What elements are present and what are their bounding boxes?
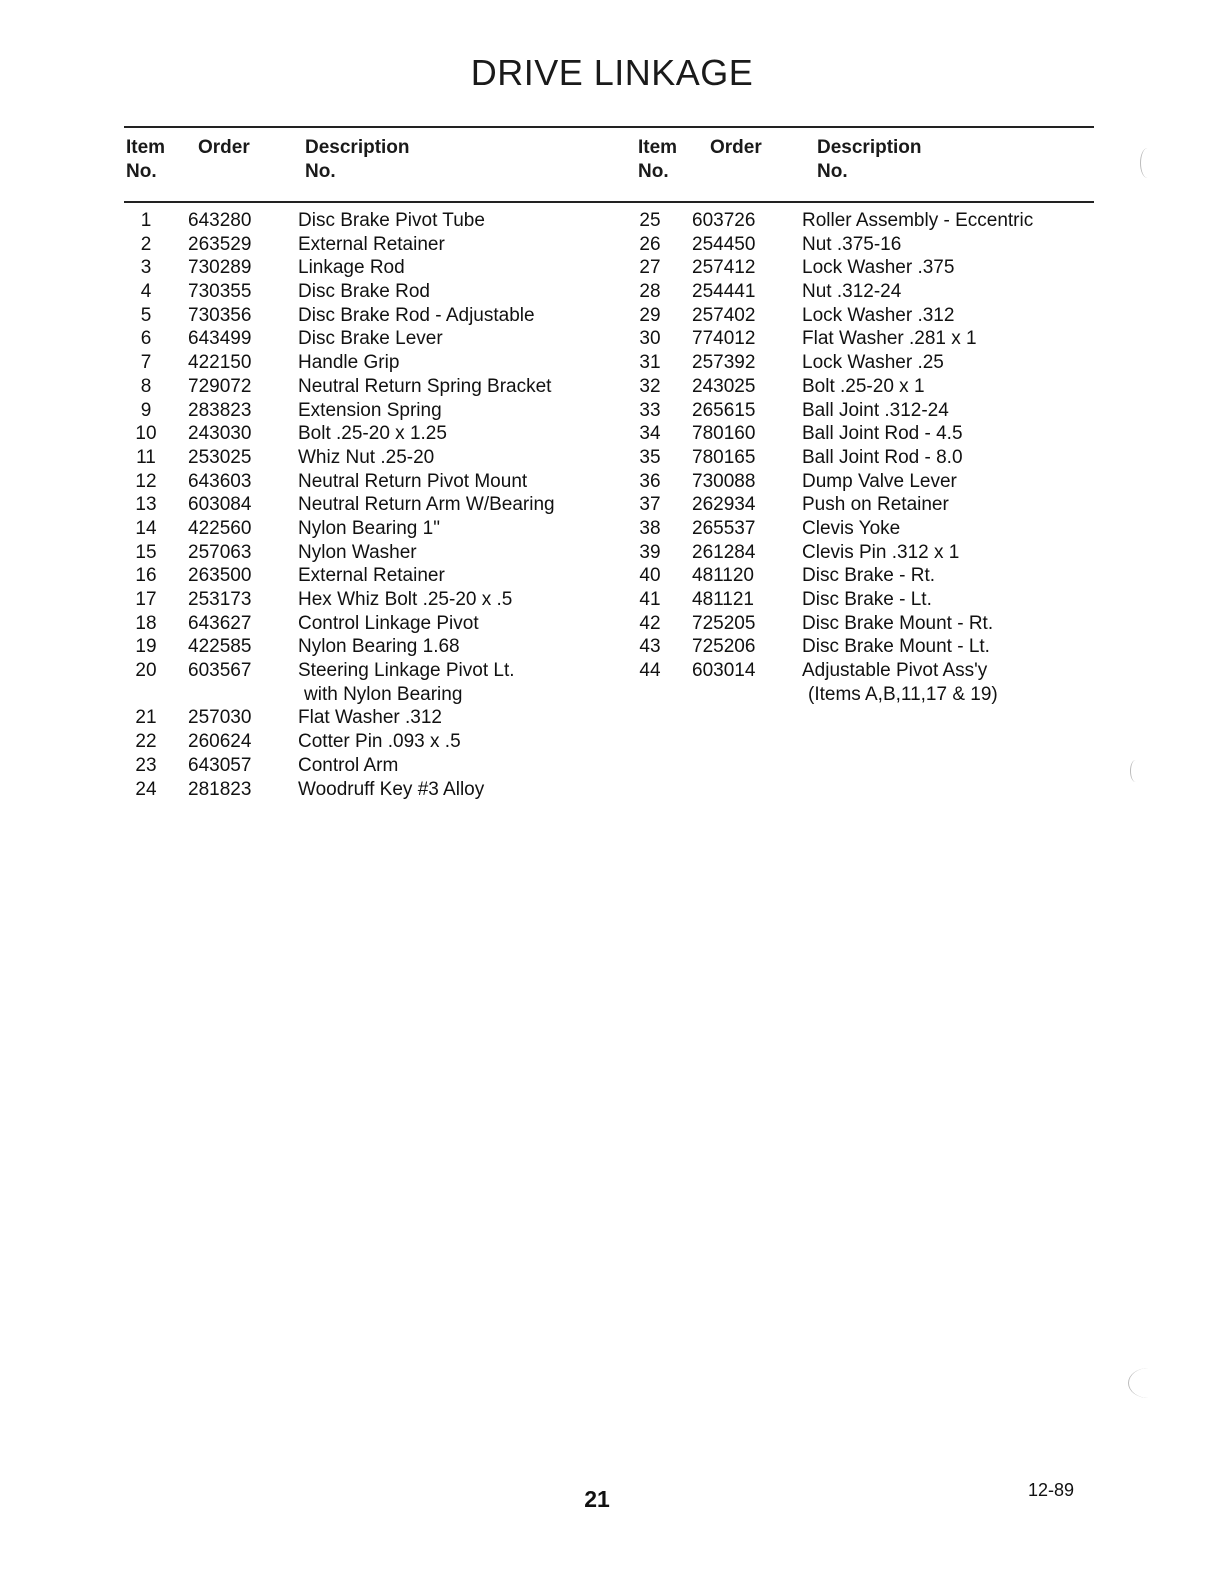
parts-row	[122, 304, 592, 328]
parts-row	[122, 564, 592, 588]
part-description: Nut .312-24	[802, 281, 902, 303]
part-description: Ball Joint .312-24	[802, 399, 949, 421]
parts-row	[122, 399, 592, 423]
header-order-label: Order	[198, 137, 250, 158]
item-number: 4	[140, 281, 152, 303]
order-number: 265537	[692, 517, 756, 539]
header-description-left	[305, 136, 410, 184]
order-number: 730356	[188, 304, 252, 326]
part-description: Lock Washer .375	[802, 257, 955, 279]
item-number: 18	[135, 612, 157, 634]
part-description: Neutral Return Pivot Mount	[298, 470, 528, 492]
order-number: 643603	[188, 470, 252, 492]
header-order-label: Order	[710, 137, 762, 158]
parts-row-continuation	[626, 683, 1096, 707]
header-no-label: No.	[126, 161, 157, 182]
header-no-label: No.	[638, 161, 669, 182]
order-number: 260624	[188, 731, 252, 753]
revision-date: 12-89	[1028, 1480, 1075, 1500]
parts-row	[122, 233, 592, 257]
header-description-no-label: No.	[305, 161, 336, 182]
parts-row	[122, 778, 592, 802]
header-order-left	[198, 136, 250, 160]
item-number: 13	[135, 494, 157, 516]
item-number: 14	[135, 517, 157, 539]
part-description: Control Linkage Pivot	[298, 612, 479, 634]
parts-row	[122, 541, 592, 565]
parts-row	[626, 399, 1096, 423]
order-number: 780160	[692, 423, 756, 445]
parts-row	[122, 327, 592, 351]
order-number: 263529	[188, 233, 252, 255]
part-description: Cotter Pin .093 x .5	[298, 731, 461, 753]
order-number: 603567	[188, 660, 252, 682]
parts-row	[626, 541, 1096, 565]
header-top-rule	[124, 126, 1094, 128]
parts-row	[626, 635, 1096, 659]
part-description: Disc Brake - Rt.	[802, 565, 936, 587]
header-item-no-right	[638, 136, 677, 184]
parts-row	[122, 588, 592, 612]
part-description: Nylon Bearing 1"	[298, 517, 440, 539]
part-description: Lock Washer .312	[802, 304, 955, 326]
item-number: 15	[135, 541, 157, 563]
page-title: DRIVE LINKAGE	[470, 52, 754, 93]
item-number: 17	[135, 589, 157, 610]
part-description: Clevis Yoke	[802, 517, 901, 539]
order-number: 481121	[692, 589, 754, 610]
order-number: 422150	[188, 352, 252, 374]
order-number: 283823	[188, 399, 252, 421]
part-description: Whiz Nut .25-20	[298, 446, 435, 468]
parts-list-left	[122, 209, 592, 801]
item-number: 37	[639, 494, 661, 516]
page-number: 21	[584, 1486, 610, 1512]
part-description: Disc Brake Mount - Lt.	[802, 636, 990, 658]
order-number: 261284	[692, 541, 756, 563]
part-description: Adjustable Pivot Ass'y	[802, 660, 988, 682]
parts-row	[626, 209, 1096, 233]
order-number: 257392	[692, 352, 756, 374]
part-description: Disc Brake Lever	[298, 328, 443, 350]
part-description: Flat Washer .281 x 1	[802, 328, 977, 350]
parts-row	[626, 612, 1096, 636]
header-description-label: Description	[305, 137, 410, 158]
header-description-right	[817, 136, 922, 184]
part-description: Disc Brake Rod	[298, 281, 430, 303]
order-number: 254441	[692, 281, 756, 303]
order-number: 603726	[692, 210, 756, 231]
header-description-label: Description	[817, 137, 922, 158]
item-number: 5	[140, 304, 152, 326]
order-number: 254450	[692, 233, 756, 255]
item-number: 1	[140, 210, 152, 231]
order-number: 730355	[188, 281, 252, 303]
item-number: 11	[136, 446, 156, 468]
part-description: (Items A,B,11,17 & 19)	[808, 683, 998, 705]
part-description: External Retainer	[298, 565, 445, 587]
item-number: 40	[639, 565, 661, 587]
part-description: Clevis Pin .312 x 1	[802, 541, 960, 563]
item-number: 21	[135, 707, 157, 729]
header-item-label: Item	[126, 137, 166, 158]
order-number: 422585	[188, 636, 252, 658]
item-number: 12	[135, 470, 157, 492]
item-number: 10	[135, 423, 157, 445]
order-number: 263500	[188, 565, 252, 587]
parts-row	[626, 446, 1096, 470]
part-description: Flat Washer .312	[298, 707, 442, 729]
parts-row	[122, 635, 592, 659]
item-number: 38	[639, 517, 661, 539]
item-number: 19	[135, 636, 157, 658]
item-number: 7	[140, 352, 152, 374]
item-number: 23	[135, 754, 157, 776]
order-number: 603014	[692, 660, 756, 682]
parts-row	[122, 659, 592, 683]
part-description: External Retainer	[298, 233, 445, 255]
item-number: 22	[135, 731, 157, 753]
order-number: 603084	[188, 494, 252, 516]
parts-row	[122, 612, 592, 636]
order-number: 243030	[188, 423, 252, 445]
item-number: 42	[639, 612, 661, 634]
part-description: Lock Washer .25	[802, 352, 944, 374]
order-number: 774012	[692, 328, 756, 350]
part-description: Hex Whiz Bolt .25-20 x .5	[298, 589, 513, 610]
parts-row	[626, 375, 1096, 399]
part-description: Roller Assembly - Eccentric	[802, 210, 1034, 231]
order-number: 725206	[692, 636, 756, 658]
order-number: 780165	[692, 446, 756, 468]
item-number: 35	[639, 446, 661, 468]
part-description: Neutral Return Spring Bracket	[298, 375, 552, 397]
item-number: 20	[135, 660, 157, 682]
part-description: Ball Joint Rod - 8.0	[802, 446, 963, 468]
part-description: with Nylon Bearing	[304, 683, 463, 705]
parts-row	[626, 517, 1096, 541]
item-number: 30	[639, 328, 661, 350]
order-number: 643499	[188, 328, 252, 350]
parts-row	[122, 517, 592, 541]
parts-row	[626, 351, 1096, 375]
parts-row	[122, 730, 592, 754]
order-number: 257402	[692, 304, 756, 326]
parts-row	[626, 659, 1096, 683]
item-number: 2	[140, 233, 152, 255]
part-description: Bolt .25-20 x 1	[802, 375, 925, 397]
header-description-no-label: No.	[817, 161, 848, 182]
order-number: 481120	[692, 565, 754, 587]
item-number: 41	[639, 589, 661, 610]
scan-edge-mark	[1140, 148, 1155, 178]
parts-row	[626, 256, 1096, 280]
part-description: Steering Linkage Pivot Lt.	[298, 660, 515, 682]
item-number: 24	[135, 778, 157, 800]
header-order-right	[710, 136, 762, 160]
parts-row	[122, 422, 592, 446]
part-description: Control Arm	[298, 754, 399, 776]
part-description: Handle Grip	[298, 352, 400, 374]
scan-edge-mark	[1130, 760, 1141, 782]
part-description: Bolt .25-20 x 1.25	[298, 423, 447, 445]
parts-row	[122, 209, 592, 233]
part-description: Disc Brake - Lt.	[802, 589, 932, 610]
order-number: 281823	[188, 778, 252, 800]
parts-row	[626, 422, 1096, 446]
item-number: 32	[639, 375, 661, 397]
item-number: 29	[639, 304, 661, 326]
item-number: 43	[639, 636, 661, 658]
order-number: 643057	[188, 754, 252, 776]
item-number: 34	[639, 423, 661, 445]
parts-row	[626, 470, 1096, 494]
item-number: 44	[639, 660, 661, 682]
header-item-label: Item	[638, 137, 678, 158]
parts-row	[626, 233, 1096, 257]
header-item-no-left	[126, 136, 165, 184]
header-bottom-rule	[124, 201, 1094, 203]
part-description: Disc Brake Mount - Rt.	[802, 612, 994, 634]
part-description: Linkage Rod	[298, 257, 405, 279]
order-number: 729072	[188, 375, 252, 397]
parts-row	[122, 256, 592, 280]
order-number: 262934	[692, 494, 756, 516]
item-number: 9	[140, 399, 152, 421]
item-number: 3	[140, 257, 152, 279]
parts-row	[122, 351, 592, 375]
order-number: 243025	[692, 375, 756, 397]
order-number: 730088	[692, 470, 756, 492]
part-description: Push on Retainer	[802, 494, 949, 516]
scan-edge-mark	[1128, 1368, 1169, 1398]
parts-row	[626, 564, 1096, 588]
item-number: 28	[639, 281, 661, 303]
part-description: Ball Joint Rod - 4.5	[802, 423, 963, 445]
order-number: 725205	[692, 612, 756, 634]
parts-row	[122, 493, 592, 517]
parts-row	[626, 588, 1096, 612]
order-number: 257063	[188, 541, 252, 563]
part-description: Woodruff Key #3 Alloy	[298, 778, 485, 800]
part-description: Neutral Return Arm W/Bearing	[298, 494, 555, 516]
item-number: 6	[140, 328, 152, 350]
order-number: 265615	[692, 399, 756, 421]
item-number: 8	[140, 375, 152, 397]
item-number: 26	[639, 233, 661, 255]
item-number: 16	[135, 565, 157, 587]
parts-row	[122, 706, 592, 730]
order-number: 643280	[188, 210, 252, 231]
order-number: 253173	[188, 589, 252, 610]
parts-row-continuation	[122, 683, 592, 707]
order-number: 730289	[188, 257, 252, 279]
part-description: Nut .375-16	[802, 233, 902, 255]
order-number: 257030	[188, 707, 252, 729]
parts-row	[122, 754, 592, 778]
order-number: 643627	[188, 612, 252, 634]
item-number: 25	[639, 210, 661, 231]
order-number: 257412	[692, 257, 756, 279]
item-number: 33	[639, 399, 661, 421]
parts-row	[626, 327, 1096, 351]
order-number: 422560	[188, 517, 252, 539]
part-description: Nylon Washer	[298, 541, 417, 563]
parts-row	[122, 470, 592, 494]
item-number: 27	[639, 257, 661, 279]
part-description: Extension Spring	[298, 399, 442, 421]
item-number: 31	[639, 352, 661, 374]
order-number: 253025	[188, 446, 252, 468]
part-description: Disc Brake Pivot Tube	[298, 210, 485, 231]
parts-row	[122, 446, 592, 470]
parts-row	[626, 304, 1096, 328]
parts-list-right	[626, 209, 1096, 706]
parts-row	[122, 280, 592, 304]
part-description: Disc Brake Rod - Adjustable	[298, 304, 535, 326]
parts-row	[122, 375, 592, 399]
parts-row	[626, 493, 1096, 517]
part-description: Nylon Bearing 1.68	[298, 636, 460, 658]
item-number: 39	[639, 541, 661, 563]
parts-row	[626, 280, 1096, 304]
item-number: 36	[639, 470, 661, 492]
part-description: Dump Valve Lever	[802, 470, 957, 492]
